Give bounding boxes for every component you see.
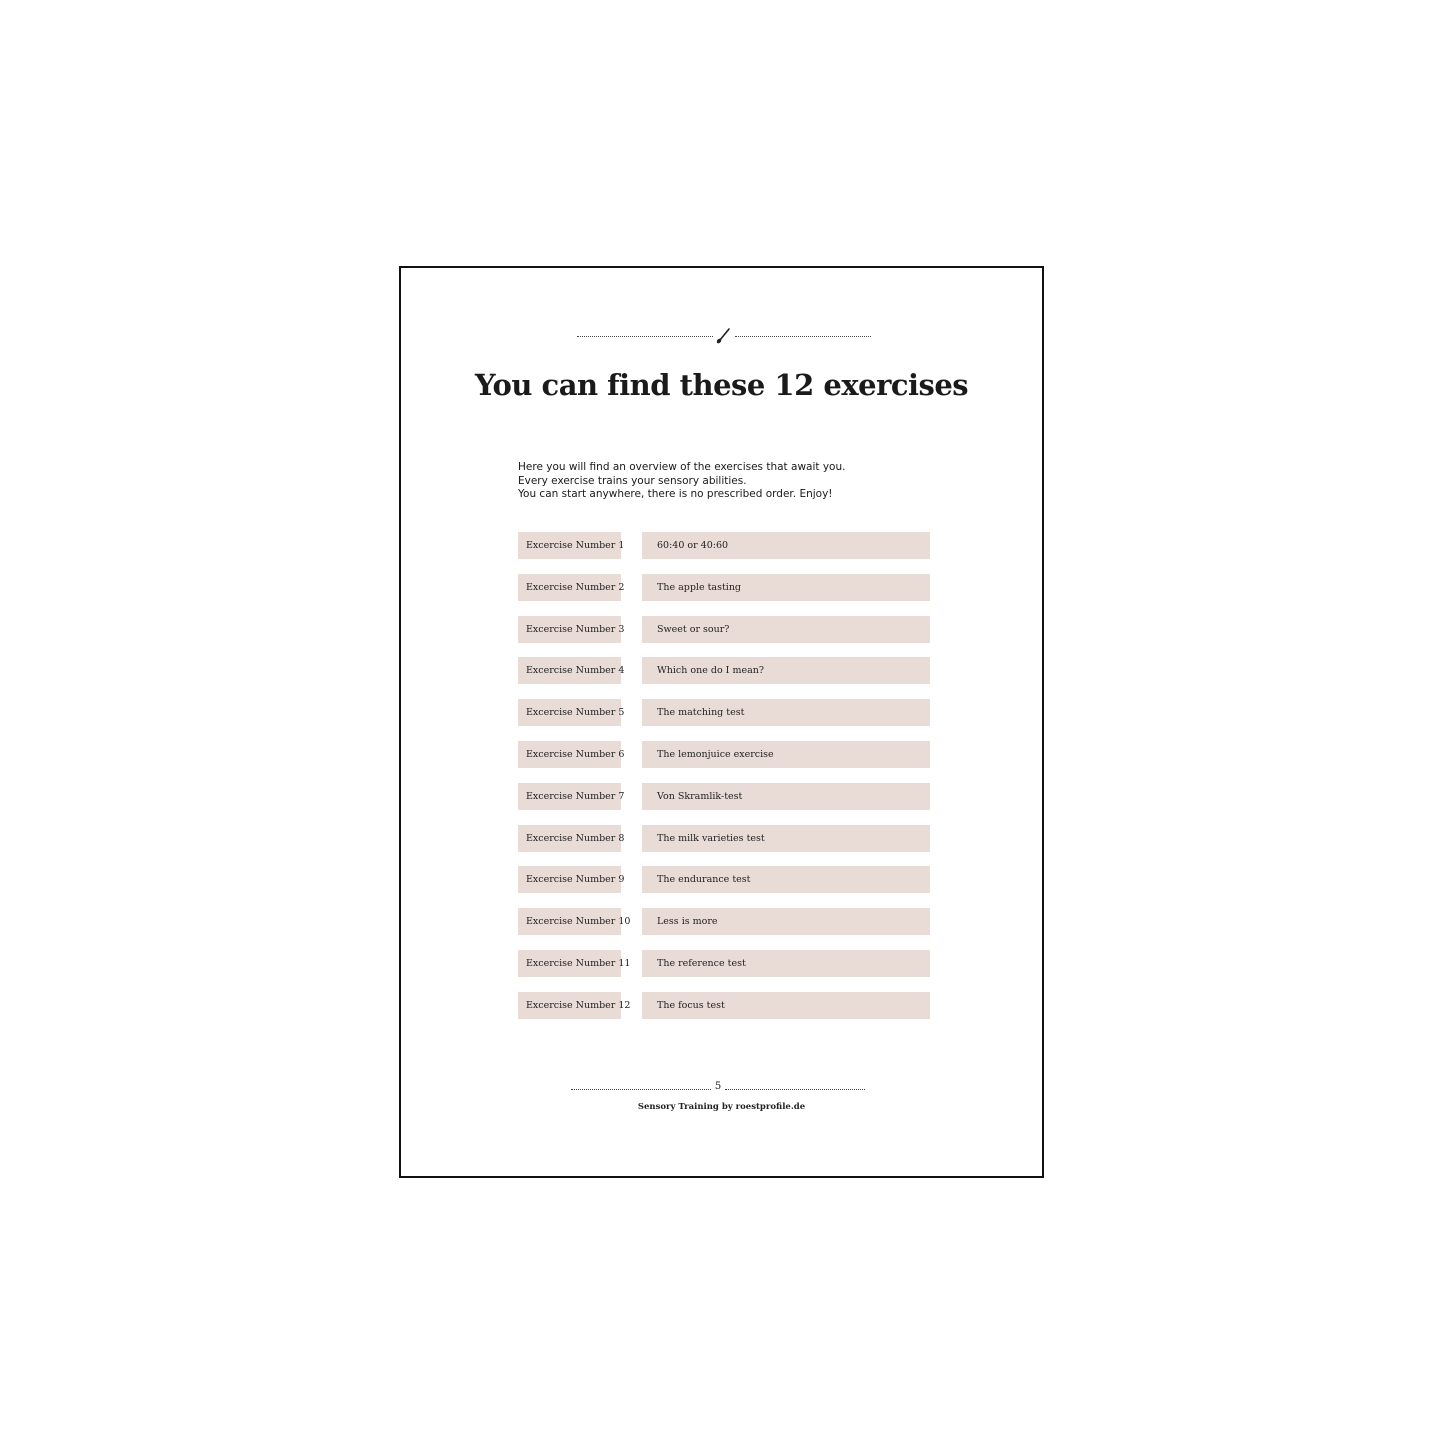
exercise-number: Excercise Number 5 — [518, 699, 621, 726]
exercise-row — [518, 699, 930, 726]
exercise-number: Excercise Number 2 — [518, 574, 621, 601]
exercise-name: The reference test — [642, 950, 930, 977]
intro-line: You can start anywhere, there is no prescribed order. Enjoy! — [518, 488, 833, 500]
exercise-row — [518, 574, 930, 601]
exercise-row — [518, 616, 930, 643]
exercise-row — [518, 532, 930, 559]
exercise-name: The endurance test — [642, 866, 930, 893]
exercise-number: Excercise Number 8 — [518, 825, 621, 852]
exercise-row — [518, 657, 930, 684]
exercise-row — [518, 741, 930, 768]
exercise-name: Which one do I mean? — [642, 657, 930, 684]
top-ornament — [577, 326, 871, 346]
footer-dotted-line-left — [571, 1089, 711, 1090]
exercise-number: Excercise Number 7 — [518, 783, 621, 810]
exercise-number: Excercise Number 4 — [518, 657, 621, 684]
exercise-name: The apple tasting — [642, 574, 930, 601]
exercise-row — [518, 908, 930, 935]
intro-paragraph — [518, 461, 938, 502]
exercise-name: Sweet or sour? — [642, 616, 930, 643]
footer-dotted-line-right — [725, 1089, 865, 1090]
exercise-name: 60:40 or 40:60 — [642, 532, 930, 559]
footer-credit: Sensory Training by roestprofile.de — [637, 1102, 806, 1112]
exercise-name: The matching test — [642, 699, 930, 726]
exercise-number: Excercise Number 6 — [518, 741, 621, 768]
exercise-row — [518, 866, 930, 893]
exercise-number: Excercise Number 11 — [518, 950, 621, 977]
exercise-name: Von Skramlik-test — [642, 783, 930, 810]
exercise-number: Excercise Number 1 — [518, 532, 621, 559]
intro-line: Every exercise trains your sensory abilities. — [518, 474, 747, 487]
exercise-list — [518, 532, 930, 1034]
ornament-dotted-line-right — [735, 336, 871, 337]
exercise-row — [518, 783, 930, 810]
exercise-name: The milk varieties test — [642, 825, 930, 852]
exercise-row — [518, 825, 930, 852]
exercise-row — [518, 992, 930, 1019]
page-title: You can find these 12 exercises — [474, 368, 969, 402]
exercise-name: Less is more — [642, 908, 930, 935]
footer-ornament — [571, 1079, 865, 1099]
spoon-icon — [714, 326, 734, 346]
exercise-number: Excercise Number 12 — [518, 992, 621, 1019]
page-number: 5 — [714, 1081, 722, 1092]
exercise-number: Excercise Number 10 — [518, 908, 621, 935]
document-page — [399, 266, 1044, 1178]
ornament-dotted-line-left — [577, 336, 713, 337]
intro-line: Here you will find an overview of the exercises that await you. — [518, 461, 846, 473]
exercise-name: The lemonjuice exercise — [642, 741, 930, 768]
exercise-name: The focus test — [642, 992, 930, 1019]
exercise-number: Excercise Number 9 — [518, 866, 621, 893]
exercise-number: Excercise Number 3 — [518, 616, 621, 643]
exercise-row — [518, 950, 930, 977]
